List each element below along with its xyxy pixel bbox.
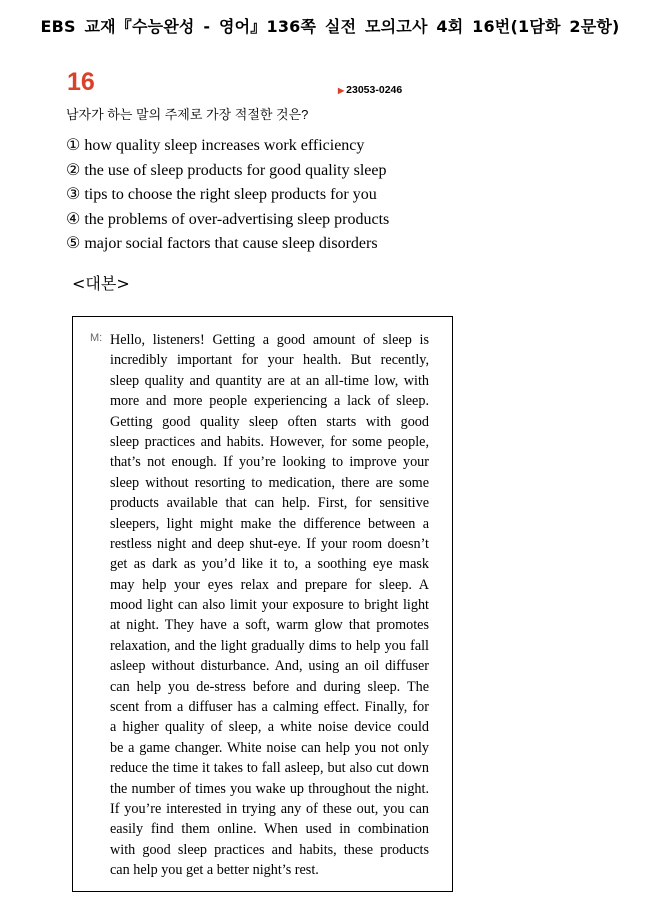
script-line: can help you get a better night’s rest. bbox=[110, 862, 319, 879]
option-3: ③ tips to choose the right sleep products for you bbox=[66, 186, 377, 204]
speaker-label: M: bbox=[90, 332, 103, 344]
script-line: restless night and deep shut-eye. If your room doesn’t bbox=[110, 535, 429, 552]
script-line: be a game changer. White noise can help you not only bbox=[110, 739, 429, 756]
script-line: incredibly important for your health. But recently, bbox=[110, 352, 429, 369]
script-line: the number of times you wake up throughout the night. bbox=[110, 780, 429, 797]
script-line: relaxation, and the light gradually dims to help you fall bbox=[110, 637, 429, 654]
script-line: at night. They have a soft, warm glow that promotes bbox=[110, 617, 429, 634]
option-5: ⑤ major social factors that cause sleep disorders bbox=[66, 235, 378, 253]
script-line: easily find them online. When used in combination bbox=[110, 821, 429, 838]
script-line: sleep without resorting to medication, there are some bbox=[110, 474, 429, 491]
script-line: sleep quality and quantity are at an all-time low, with bbox=[110, 372, 429, 389]
script-line: mood light can also limit your exposure to bright light bbox=[110, 597, 429, 614]
answer-options bbox=[66, 136, 389, 259]
script-line: If you’re interested in trying any of these out, you can bbox=[110, 800, 429, 817]
script-line: that’s not enough. If you’re looking to improve your bbox=[110, 454, 429, 471]
question-code bbox=[338, 84, 402, 96]
script-label: <대본> bbox=[72, 274, 130, 293]
option-4: ④ the problems of over-advertising sleep products bbox=[66, 210, 390, 228]
option-1: ① how quality sleep increases work efficiency bbox=[66, 137, 365, 154]
question-prompt: 남자가 하는 말의 주제로 가장 적절한 것은? bbox=[66, 107, 309, 122]
question-number: 16 bbox=[67, 68, 95, 96]
triangle-icon: ▶ bbox=[338, 86, 345, 95]
script-line: products available that can help. First, for sensitive bbox=[110, 495, 429, 512]
script-line: a higher quality of sleep, a white noise device could bbox=[110, 719, 429, 736]
script-line: may help your eyes relax and prepare for sleep. A bbox=[110, 576, 429, 593]
script-line: asleep without disturbance. And, using an oil diffuser bbox=[110, 658, 429, 675]
script-line: more and more people experiencing a lack of sleep. bbox=[110, 393, 429, 410]
script-line: get as dark as you’d like it to, a soothing eye mask bbox=[110, 556, 429, 573]
script-line: Hello, listeners! Getting a good amount of sleep is bbox=[110, 332, 429, 348]
script-line: scent from a diffuser has a calming effect. Finally, for bbox=[110, 699, 429, 716]
question-code-text: 23053-0246 bbox=[346, 84, 403, 96]
script-text bbox=[110, 330, 429, 881]
script-line: reduce the time it takes to fall asleep, but also cut down bbox=[110, 760, 429, 777]
script-line: with good sleep practices and habits, these products bbox=[110, 841, 429, 858]
script-line: sleep practices and habits. However, for some people, bbox=[110, 433, 429, 450]
script-line: sleepers, light might make the difference between a bbox=[110, 515, 429, 532]
script-line: can help you de-stress before and during sleep. The bbox=[110, 678, 429, 695]
option-2: ② the use of sleep products for good quality sleep bbox=[66, 161, 387, 179]
script-line: Getting good quality sleep often starts with good bbox=[110, 413, 429, 430]
page-title: EBS 교재『수능완성 - 영어』136쪽 실전 모의고사 4회 16번(1담화 2문항) bbox=[40, 17, 620, 36]
